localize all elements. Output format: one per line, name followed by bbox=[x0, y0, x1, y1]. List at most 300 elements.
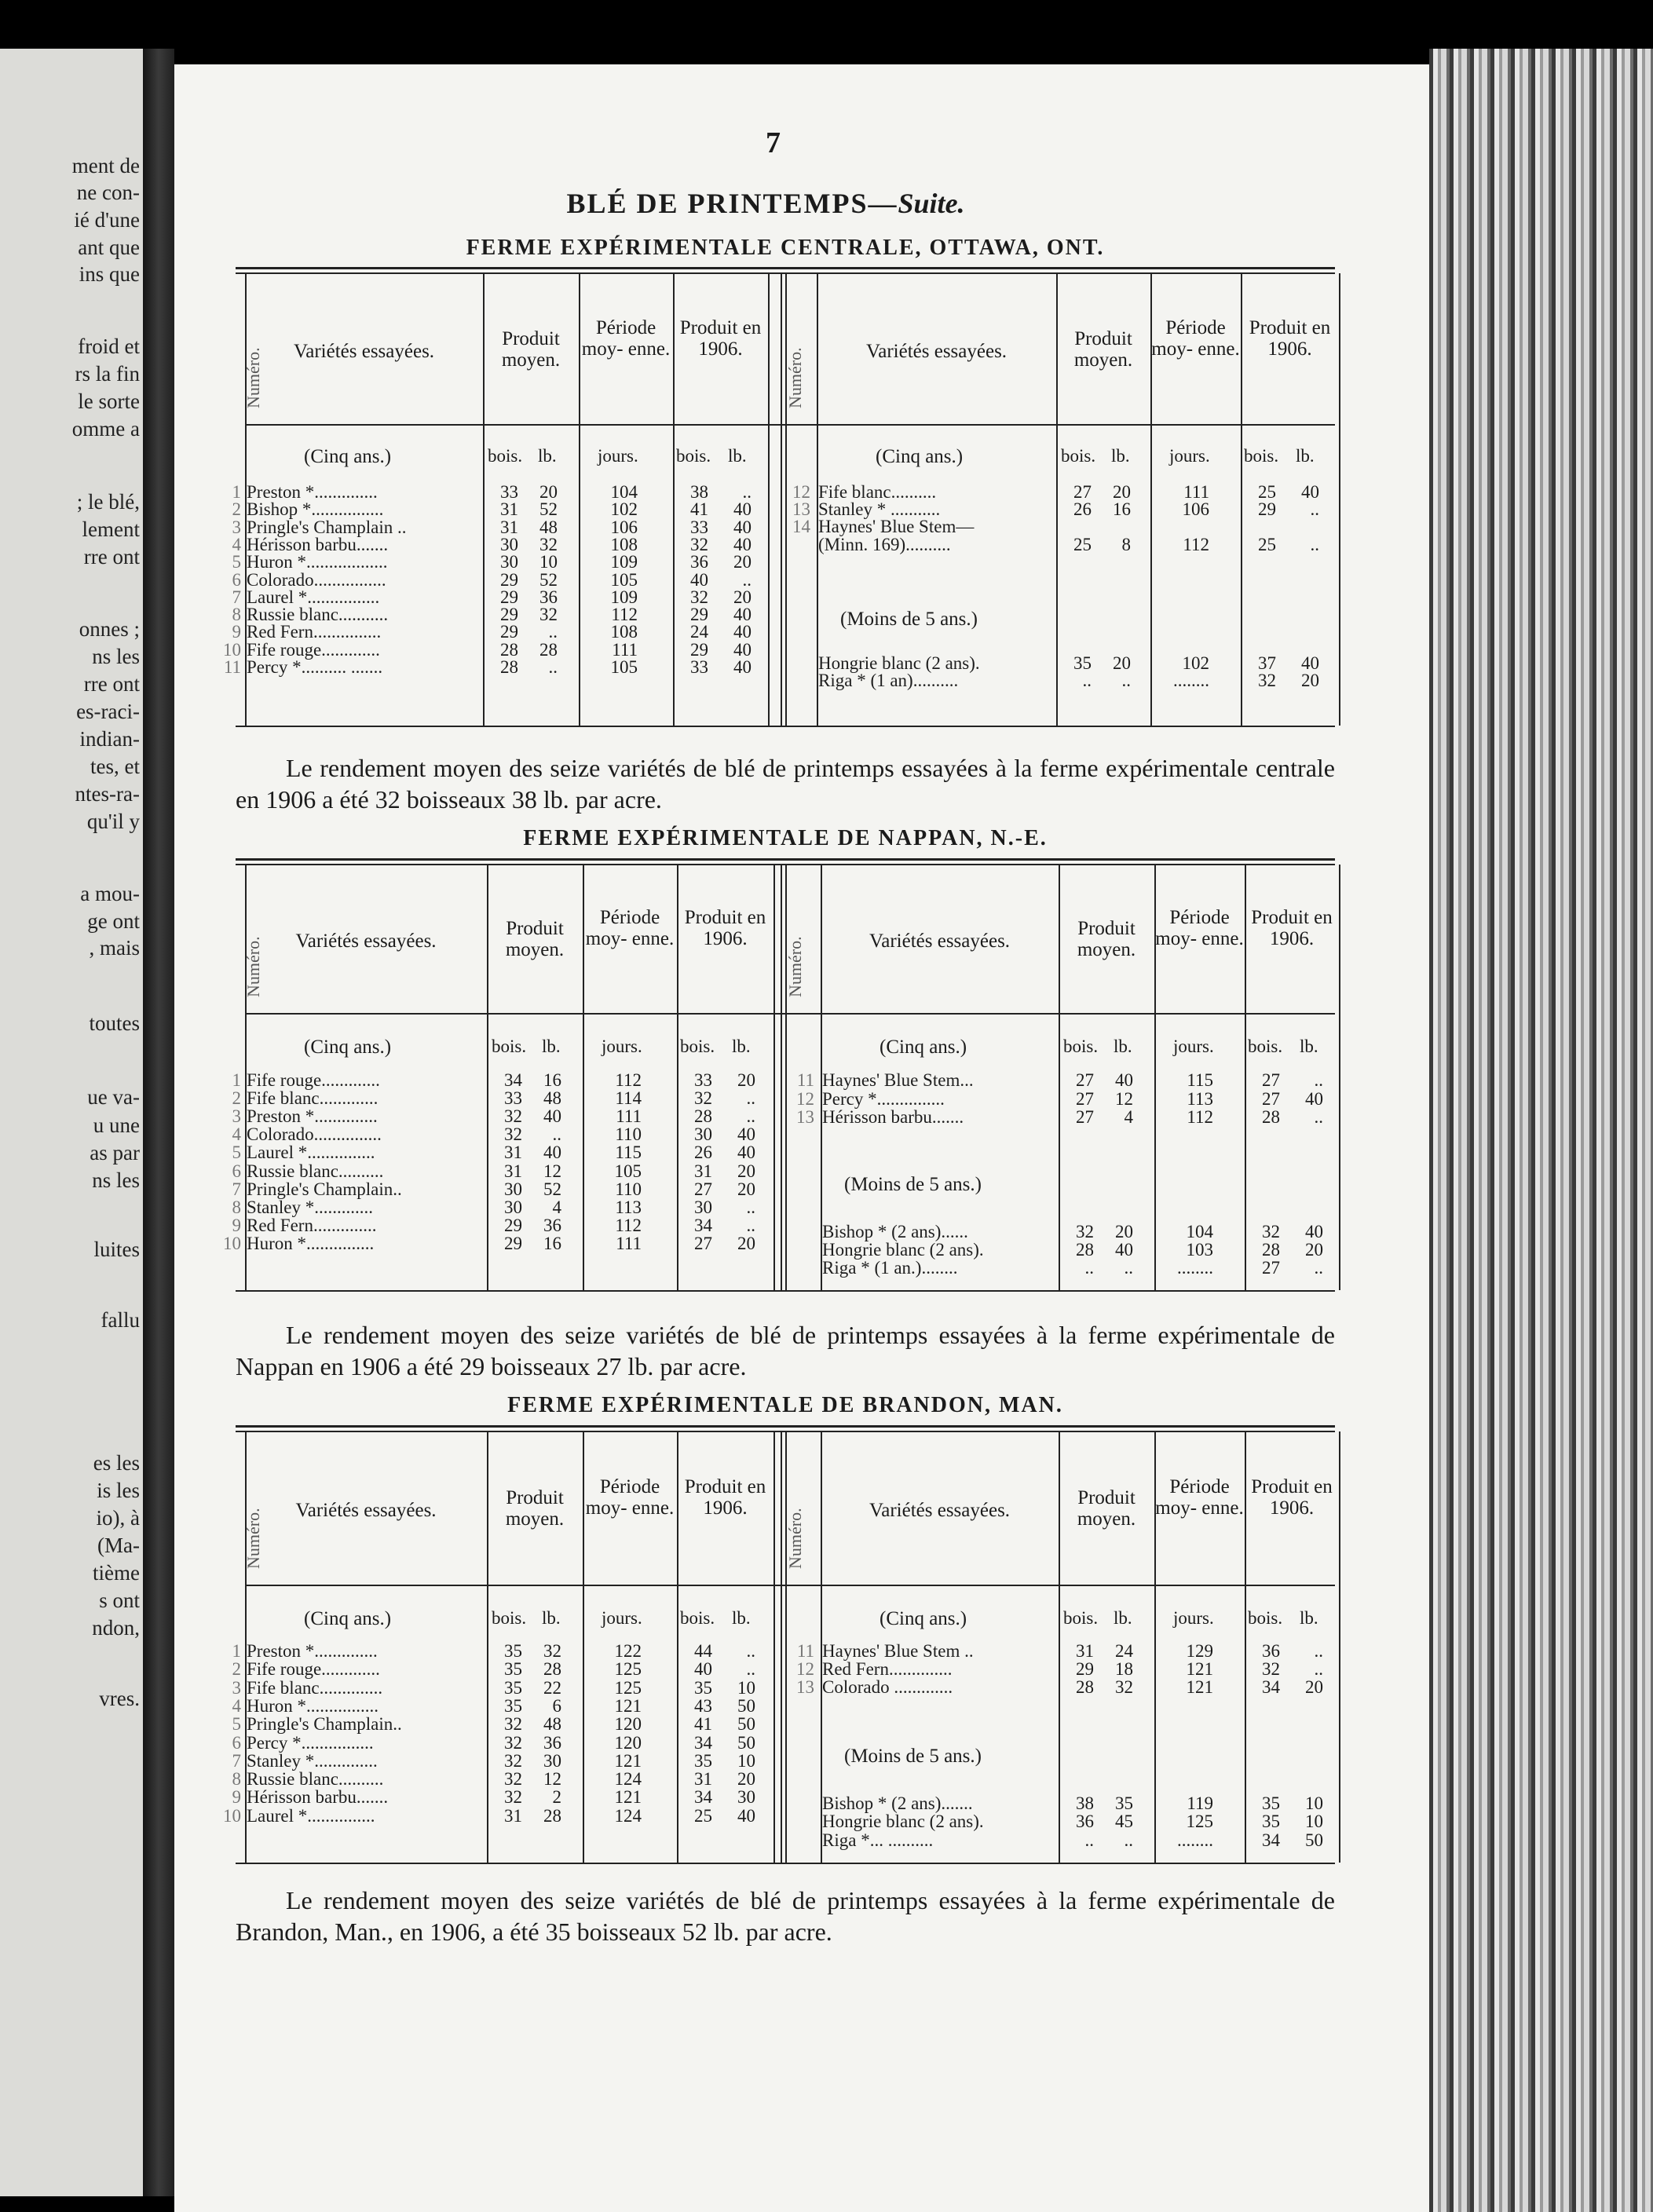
group-label: (Cinq ans.) bbox=[880, 1608, 967, 1629]
avg-lb: 20 bbox=[539, 482, 558, 502]
row-number: 13 bbox=[796, 1677, 814, 1697]
yield-1906-bushels: 28 bbox=[1262, 1240, 1280, 1260]
yield-1906-bushels: 28 bbox=[694, 1106, 712, 1127]
unit-lb: lb. bbox=[1111, 446, 1130, 466]
left-page-text: rs la fin bbox=[75, 362, 140, 386]
left-page-text: toutes bbox=[89, 1011, 140, 1035]
avg-lb: 48 bbox=[543, 1714, 561, 1735]
yield-1906-lb: 50 bbox=[737, 1732, 755, 1753]
yield-1906-lb: 10 bbox=[737, 1677, 755, 1698]
yield-1906-bushels: 29 bbox=[690, 605, 708, 625]
variety-name: Pringle's Champlain .. bbox=[247, 517, 407, 537]
yield-1906-bushels: 28 bbox=[1262, 1107, 1280, 1127]
unit-bois: bois. bbox=[488, 446, 523, 466]
avg-bushels: 32 bbox=[504, 1106, 522, 1127]
yield-1906-lb: 10 bbox=[1305, 1812, 1323, 1832]
avg-bushels: 32 bbox=[504, 1124, 522, 1145]
unit-lb: lb. bbox=[1114, 1037, 1132, 1056]
yield-1906-lb: 40 bbox=[737, 1143, 755, 1163]
avg-lb: 16 bbox=[543, 1233, 561, 1253]
avg-days: 113 bbox=[1187, 1089, 1213, 1109]
header-periode: Période moy- enne. bbox=[1151, 316, 1240, 360]
unit-bois: bois. bbox=[1063, 1037, 1099, 1056]
table-row bbox=[0, 1829, 1413, 1852]
row-number: 9 bbox=[232, 1787, 241, 1808]
avg-lb: 20 bbox=[1113, 653, 1131, 673]
row-number: 1 bbox=[232, 1070, 241, 1090]
avg-days: 122 bbox=[614, 1641, 642, 1661]
row-number: 1 bbox=[232, 482, 241, 502]
avg-days: 121 bbox=[614, 1695, 642, 1716]
avg-days: 114 bbox=[615, 1088, 642, 1109]
header-varietes: Variétés essayées. bbox=[293, 340, 435, 362]
unit-lb: lb. bbox=[538, 446, 557, 466]
row-number: 2 bbox=[232, 1088, 241, 1109]
variety-name: Hérisson barbu....... bbox=[247, 1787, 389, 1808]
group-label: (Moins de 5 ans.) bbox=[840, 609, 978, 630]
avg-lb: 2 bbox=[552, 1787, 561, 1808]
avg-lb: .. bbox=[1121, 671, 1131, 691]
left-page-text: tes, et bbox=[90, 755, 140, 778]
avg-bushels: 26 bbox=[1073, 499, 1092, 519]
yield-1906-bushels: 41 bbox=[694, 1714, 712, 1735]
header-numero: Numéro. bbox=[243, 1508, 263, 1569]
avg-days: 105 bbox=[614, 1161, 642, 1181]
yield-1906-bushels: 37 bbox=[1258, 653, 1276, 673]
unit-bois: bois. bbox=[1061, 446, 1096, 466]
avg-bushels: 35 bbox=[504, 1641, 522, 1661]
yield-1906-bushels: 36 bbox=[690, 552, 708, 572]
unit-lb: lb. bbox=[732, 1037, 751, 1056]
variety-name: Huron *................ bbox=[247, 1695, 379, 1716]
avg-days: 121 bbox=[1186, 1677, 1213, 1697]
avg-bushels: 32 bbox=[504, 1787, 522, 1808]
yield-1906-lb: 40 bbox=[733, 605, 752, 625]
unit-bois: bois. bbox=[1244, 446, 1279, 466]
yield-1906-bushels: 31 bbox=[694, 1161, 712, 1181]
row-number: 7 bbox=[232, 587, 241, 607]
avg-bushels: .. bbox=[1084, 1258, 1094, 1278]
row-number: 3 bbox=[232, 517, 241, 537]
row-number: 5 bbox=[232, 1143, 241, 1163]
left-page-text: rre ont bbox=[83, 672, 140, 696]
table-row bbox=[0, 1106, 1413, 1128]
unit-lb: lb. bbox=[542, 1608, 561, 1628]
group-label: (Cinq ans.) bbox=[880, 1037, 967, 1058]
variety-name: Colorado............... bbox=[247, 1124, 382, 1145]
avg-days: 124 bbox=[614, 1769, 642, 1790]
variety-name: Fife blanc............. bbox=[247, 1088, 379, 1109]
yield-1906-bushels: 25 bbox=[1258, 482, 1276, 502]
yield-1906-lb: 20 bbox=[1305, 1677, 1323, 1697]
row-number: 10 bbox=[223, 639, 241, 660]
avg-bushels: 31 bbox=[504, 1161, 522, 1181]
yield-1906-lb: 30 bbox=[737, 1787, 755, 1808]
row-number: 9 bbox=[232, 622, 241, 642]
row-number: 4 bbox=[232, 1695, 241, 1716]
yield-1906-lb: 40 bbox=[733, 657, 752, 677]
avg-bushels: 32 bbox=[504, 1769, 522, 1790]
avg-days: 111 bbox=[616, 1233, 642, 1253]
row-number: 5 bbox=[232, 552, 241, 572]
variety-name: Hongrie blanc (2 ans). bbox=[818, 653, 980, 673]
yield-1906-bushels: 25 bbox=[694, 1805, 712, 1826]
variety-name: Riga * (1 an.)........ bbox=[822, 1258, 958, 1278]
left-page-text: fallu bbox=[101, 1308, 140, 1332]
avg-days: 112 bbox=[611, 605, 638, 625]
avg-lb: 40 bbox=[543, 1106, 561, 1127]
left-page-text: , mais bbox=[89, 936, 140, 960]
avg-lb: 32 bbox=[539, 534, 558, 554]
avg-lb: 52 bbox=[543, 1179, 561, 1199]
header-varietes: Variétés essayées. bbox=[295, 931, 437, 952]
yield-1906-lb: .. bbox=[746, 1106, 755, 1127]
yield-1906-bushels: 30 bbox=[694, 1197, 712, 1217]
avg-days: 119 bbox=[1187, 1793, 1213, 1813]
avg-lb: 12 bbox=[1115, 1089, 1133, 1109]
row-number: 12 bbox=[796, 1659, 814, 1679]
avg-days: 111 bbox=[1183, 482, 1209, 502]
yield-1906-lb: 10 bbox=[1305, 1793, 1323, 1813]
left-page-text: (Ma- bbox=[97, 1534, 140, 1557]
section-title: FERME EXPÉRIMENTALE DE NAPPAN, N.-E. bbox=[523, 826, 1048, 850]
avg-days: 110 bbox=[615, 1179, 642, 1199]
avg-lb: 28 bbox=[539, 639, 558, 660]
title-main: BLÉ DE PRINTEMPS— bbox=[566, 188, 898, 219]
unit-lb: lb. bbox=[1296, 446, 1315, 466]
avg-bushels: 31 bbox=[500, 517, 518, 537]
yield-1906-bushels: 27 bbox=[1262, 1070, 1280, 1090]
avg-days: 115 bbox=[1187, 1070, 1213, 1090]
avg-lb: 40 bbox=[1115, 1240, 1133, 1260]
avg-days: 121 bbox=[614, 1787, 642, 1808]
left-page-text: is les bbox=[97, 1479, 140, 1502]
avg-days: 106 bbox=[1182, 499, 1209, 519]
yield-1906-bushels: 33 bbox=[690, 517, 708, 537]
unit-bois: bois. bbox=[680, 1608, 715, 1628]
unit-bois: bois. bbox=[1063, 1608, 1099, 1628]
avg-lb: 10 bbox=[539, 552, 558, 572]
yield-1906-bushels: 34 bbox=[694, 1732, 712, 1753]
variety-name: Bishop * (2 ans)....... bbox=[822, 1793, 973, 1813]
left-page-text: ment de bbox=[71, 154, 140, 177]
avg-bushels: 35 bbox=[504, 1695, 522, 1716]
avg-lb: 16 bbox=[1113, 499, 1131, 519]
avg-bushels: .. bbox=[1084, 1830, 1094, 1850]
yield-1906-bushels: 29 bbox=[1258, 499, 1276, 519]
avg-days: ........ bbox=[1177, 1830, 1213, 1850]
avg-days: 115 bbox=[615, 1143, 642, 1163]
avg-days: 104 bbox=[610, 482, 638, 502]
left-page-text: ue va- bbox=[87, 1085, 140, 1109]
avg-bushels: 33 bbox=[500, 482, 518, 502]
header-produit-1906: Produit en 1906. bbox=[1249, 316, 1331, 360]
variety-name: Laurel *............... bbox=[247, 1805, 375, 1826]
left-page-text: es les bbox=[93, 1451, 140, 1475]
avg-bushels: 30 bbox=[504, 1179, 522, 1199]
avg-lb: 52 bbox=[539, 499, 558, 520]
avg-bushels: 32 bbox=[504, 1714, 522, 1735]
row-number: 2 bbox=[232, 499, 241, 520]
avg-lb: 45 bbox=[1115, 1812, 1133, 1832]
avg-bushels: 29 bbox=[1076, 1659, 1094, 1679]
header-numero: Numéro. bbox=[243, 936, 263, 997]
avg-days: 106 bbox=[610, 517, 638, 537]
variety-name: Pringle's Champlain.. bbox=[247, 1714, 402, 1735]
variety-name: Russie blanc........... bbox=[247, 605, 389, 625]
avg-bushels: 27 bbox=[1073, 482, 1092, 502]
left-page-text: u une bbox=[93, 1113, 140, 1137]
header-periode: Période moy- enne. bbox=[1155, 1476, 1244, 1519]
left-page-text: omme a bbox=[71, 417, 140, 441]
header-produit-1906: Produit en 1906. bbox=[684, 1476, 766, 1519]
header-produit-1906: Produit en 1906. bbox=[1251, 1476, 1333, 1519]
left-page-text: a mou- bbox=[80, 882, 140, 905]
avg-days: 108 bbox=[610, 622, 638, 642]
avg-lb: 36 bbox=[543, 1732, 561, 1753]
table-bottom-rule bbox=[236, 1290, 1335, 1292]
variety-name: Haynes' Blue Stem... bbox=[822, 1070, 974, 1090]
avg-bushels: 31 bbox=[504, 1805, 522, 1826]
variety-name: Hongrie blanc (2 ans). bbox=[822, 1240, 984, 1260]
yield-1906-lb: .. bbox=[1314, 1070, 1323, 1090]
yield-1906-lb: .. bbox=[1314, 1659, 1323, 1679]
group-label: (Moins de 5 ans.) bbox=[844, 1174, 982, 1195]
avg-bushels: 36 bbox=[1076, 1812, 1094, 1832]
avg-bushels: 29 bbox=[500, 569, 518, 590]
avg-bushels: 32 bbox=[504, 1732, 522, 1753]
left-page-text: ié d'une bbox=[74, 208, 140, 232]
avg-lb: 28 bbox=[543, 1805, 561, 1826]
yield-1906-lb: .. bbox=[746, 1215, 755, 1235]
table-row bbox=[0, 533, 1413, 556]
unit-jours: jours. bbox=[1173, 1608, 1214, 1628]
header-periode: Période moy- enne. bbox=[581, 316, 671, 360]
left-page-text: indian- bbox=[79, 727, 140, 751]
row-number: 13 bbox=[792, 499, 810, 519]
yield-1906-lb: 50 bbox=[737, 1695, 755, 1716]
header-produit-moyen: Produit moyen. bbox=[1077, 918, 1136, 960]
avg-days: 121 bbox=[1186, 1659, 1213, 1679]
header-bottom-rule bbox=[245, 424, 1335, 426]
yield-1906-lb: .. bbox=[1310, 499, 1319, 519]
avg-lb: 36 bbox=[543, 1215, 561, 1235]
row-number: 8 bbox=[232, 605, 241, 625]
variety-name: Stanley *............. bbox=[247, 1197, 373, 1217]
unit-jours: jours. bbox=[1169, 446, 1210, 466]
page-title bbox=[0, 187, 1531, 220]
header-numero: Numéro. bbox=[243, 347, 263, 408]
avg-lb: .. bbox=[552, 1124, 561, 1145]
avg-lb: .. bbox=[548, 622, 558, 642]
row-number: 4 bbox=[232, 534, 241, 554]
yield-1906-bushels: 36 bbox=[1262, 1641, 1280, 1661]
variety-name: Preston *.............. bbox=[247, 1106, 378, 1127]
left-page-text: ins que bbox=[79, 262, 140, 286]
row-number: 11 bbox=[223, 657, 241, 677]
left-page-text: ntes-ra- bbox=[75, 782, 140, 806]
avg-lb: 20 bbox=[1113, 482, 1131, 502]
avg-lb: 24 bbox=[1115, 1641, 1133, 1661]
header-produit-1906: Produit en 1906. bbox=[679, 316, 762, 360]
avg-days: ........ bbox=[1173, 671, 1209, 691]
row-number: 10 bbox=[223, 1233, 241, 1253]
page-edges bbox=[1429, 49, 1653, 2212]
avg-bushels: 30 bbox=[504, 1197, 522, 1217]
avg-days: 103 bbox=[1186, 1240, 1213, 1260]
avg-lb: 22 bbox=[543, 1677, 561, 1698]
yield-1906-lb: 20 bbox=[733, 552, 752, 572]
table-bottom-rule bbox=[236, 1863, 1335, 1864]
yield-1906-bushels: 27 bbox=[1262, 1258, 1280, 1278]
avg-bushels: 35 bbox=[1073, 653, 1092, 673]
unit-bois: bois. bbox=[492, 1608, 527, 1628]
avg-days: 102 bbox=[1182, 653, 1209, 673]
header-produit-1906: Produit en 1906. bbox=[1251, 907, 1333, 949]
yield-1906-bushels: 35 bbox=[694, 1677, 712, 1698]
row-number: 11 bbox=[796, 1070, 814, 1090]
avg-lb: 32 bbox=[1115, 1677, 1133, 1697]
avg-days: 111 bbox=[616, 1106, 642, 1127]
avg-lb: .. bbox=[1124, 1258, 1133, 1278]
avg-lb: 30 bbox=[543, 1750, 561, 1771]
avg-lb: 8 bbox=[1121, 535, 1131, 554]
avg-bushels: 35 bbox=[504, 1659, 522, 1680]
avg-days: 109 bbox=[610, 587, 638, 607]
yield-1906-lb: .. bbox=[1310, 535, 1319, 554]
avg-bushels: 27 bbox=[1076, 1070, 1094, 1090]
variety-name: Bishop * (2 ans)...... bbox=[822, 1222, 968, 1241]
header-varietes: Variétés essayées. bbox=[295, 1500, 437, 1521]
avg-bushels: 38 bbox=[1076, 1793, 1094, 1813]
row-number: 7 bbox=[232, 1750, 241, 1771]
avg-bushels: 28 bbox=[500, 639, 518, 660]
variety-name: Russie blanc.......... bbox=[247, 1769, 384, 1790]
unit-lb: lb. bbox=[542, 1037, 561, 1056]
avg-bushels: 31 bbox=[504, 1143, 522, 1163]
variety-name: Preston *.............. bbox=[247, 1641, 378, 1661]
yield-1906-lb: .. bbox=[742, 482, 752, 502]
avg-days: 120 bbox=[614, 1732, 642, 1753]
header-varietes: Variétés essayées. bbox=[865, 340, 1008, 362]
yield-1906-lb: 10 bbox=[737, 1750, 755, 1771]
yield-1906-bushels: 34 bbox=[694, 1787, 712, 1808]
yield-1906-bushels: 40 bbox=[690, 569, 708, 590]
header-numero: Numéro. bbox=[785, 347, 805, 408]
header-periode: Période moy- enne. bbox=[585, 907, 675, 949]
avg-bushels: 33 bbox=[504, 1088, 522, 1109]
variety-name: Hongrie blanc (2 ans). bbox=[822, 1812, 984, 1832]
yield-1906-bushels: 34 bbox=[1262, 1830, 1280, 1850]
variety-name: Huron *.................. bbox=[247, 552, 388, 572]
left-page-text: ns les bbox=[92, 645, 140, 668]
section-title: FERME EXPÉRIMENTALE CENTRALE, OTTAWA, ONT. bbox=[466, 236, 1105, 260]
row-number: 3 bbox=[232, 1677, 241, 1698]
row-number: 12 bbox=[792, 482, 810, 502]
unit-lb: lb. bbox=[732, 1608, 751, 1628]
avg-lb: 48 bbox=[539, 517, 558, 537]
yield-1906-bushels: 43 bbox=[694, 1695, 712, 1716]
avg-lb: 48 bbox=[543, 1088, 561, 1109]
avg-bushels: 27 bbox=[1076, 1089, 1094, 1109]
variety-name: Fife rouge............. bbox=[247, 639, 380, 660]
left-page-text: lement bbox=[82, 517, 140, 541]
avg-bushels: 29 bbox=[504, 1215, 522, 1235]
row-number: 9 bbox=[232, 1215, 241, 1235]
table-row bbox=[0, 1676, 1413, 1698]
avg-lb: .. bbox=[548, 657, 558, 677]
avg-bushels: 35 bbox=[504, 1677, 522, 1698]
avg-bushels: 29 bbox=[504, 1233, 522, 1253]
header-varietes: Variétés essayées. bbox=[869, 1500, 1011, 1521]
summary-paragraph: Le rendement moyen des seize variétés de blé de printemps essayées à la ferme expérimentale de Brandon, Man., en 1906, a été 35 boisseaux 52 lb. par acre. bbox=[236, 1886, 1335, 1946]
row-number: 14 bbox=[792, 517, 810, 536]
avg-lb: 28 bbox=[543, 1659, 561, 1680]
unit-jours: jours. bbox=[1173, 1037, 1214, 1056]
header-numero: Numéro. bbox=[785, 936, 805, 997]
yield-1906-bushels: 44 bbox=[694, 1641, 712, 1661]
avg-lb: 12 bbox=[543, 1769, 561, 1790]
avg-lb: 40 bbox=[1115, 1070, 1133, 1090]
yield-1906-bushels: 26 bbox=[694, 1143, 712, 1163]
row-number: 6 bbox=[232, 1732, 241, 1753]
group-label: (Cinq ans.) bbox=[876, 446, 964, 467]
left-page-text: ; le blé, bbox=[76, 490, 140, 514]
avg-days: 121 bbox=[614, 1750, 642, 1771]
yield-1906-bushels: 35 bbox=[1262, 1812, 1280, 1832]
avg-lb: 12 bbox=[543, 1161, 561, 1181]
unit-bois: bois. bbox=[680, 1037, 715, 1056]
left-page-text: rre ont bbox=[83, 545, 140, 569]
group-label: (Moins de 5 ans.) bbox=[844, 1746, 982, 1767]
unit-bois: bois. bbox=[1248, 1608, 1283, 1628]
row-number: 12 bbox=[796, 1089, 814, 1109]
yield-1906-bushels: 27 bbox=[694, 1233, 712, 1253]
yield-1906-lb: 40 bbox=[1301, 482, 1319, 502]
left-page-text: le sorte bbox=[78, 389, 140, 413]
left-page-text: qu'il y bbox=[86, 810, 140, 833]
yield-1906-lb: .. bbox=[1314, 1258, 1323, 1278]
avg-lb: .. bbox=[1124, 1830, 1133, 1850]
yield-1906-bushels: 31 bbox=[694, 1769, 712, 1790]
yield-1906-lb: .. bbox=[1314, 1107, 1323, 1127]
avg-bushels: 31 bbox=[1076, 1641, 1094, 1661]
variety-name: Pringle's Champlain.. bbox=[247, 1179, 402, 1199]
header-bottom-rule bbox=[245, 1013, 1335, 1015]
avg-lb: 32 bbox=[539, 605, 558, 625]
avg-lb: 40 bbox=[543, 1143, 561, 1163]
header-numero: Numéro. bbox=[785, 1508, 805, 1569]
variety-name: Fife blanc.......... bbox=[818, 482, 937, 502]
left-page-text: luites bbox=[93, 1238, 140, 1261]
left-page-text: s ont bbox=[99, 1589, 140, 1612]
header-produit-moyen: Produit moyen. bbox=[501, 327, 561, 371]
variety-name: Percy *............... bbox=[822, 1089, 945, 1109]
yield-1906-lb: 40 bbox=[733, 517, 752, 537]
yield-1906-lb: 20 bbox=[737, 1070, 755, 1090]
left-page-text: onnes ; bbox=[79, 617, 140, 641]
avg-bushels: 30 bbox=[500, 534, 518, 554]
avg-lb: 4 bbox=[1124, 1107, 1133, 1127]
table-bottom-rule bbox=[236, 726, 1335, 727]
avg-bushels: 29 bbox=[500, 605, 518, 625]
yield-1906-bushels: 41 bbox=[690, 499, 708, 520]
yield-1906-bushels: 32 bbox=[1262, 1222, 1280, 1241]
avg-days: 125 bbox=[614, 1659, 642, 1680]
avg-days: 108 bbox=[610, 534, 638, 554]
avg-days: 112 bbox=[615, 1215, 642, 1235]
avg-days: ........ bbox=[1177, 1258, 1213, 1278]
